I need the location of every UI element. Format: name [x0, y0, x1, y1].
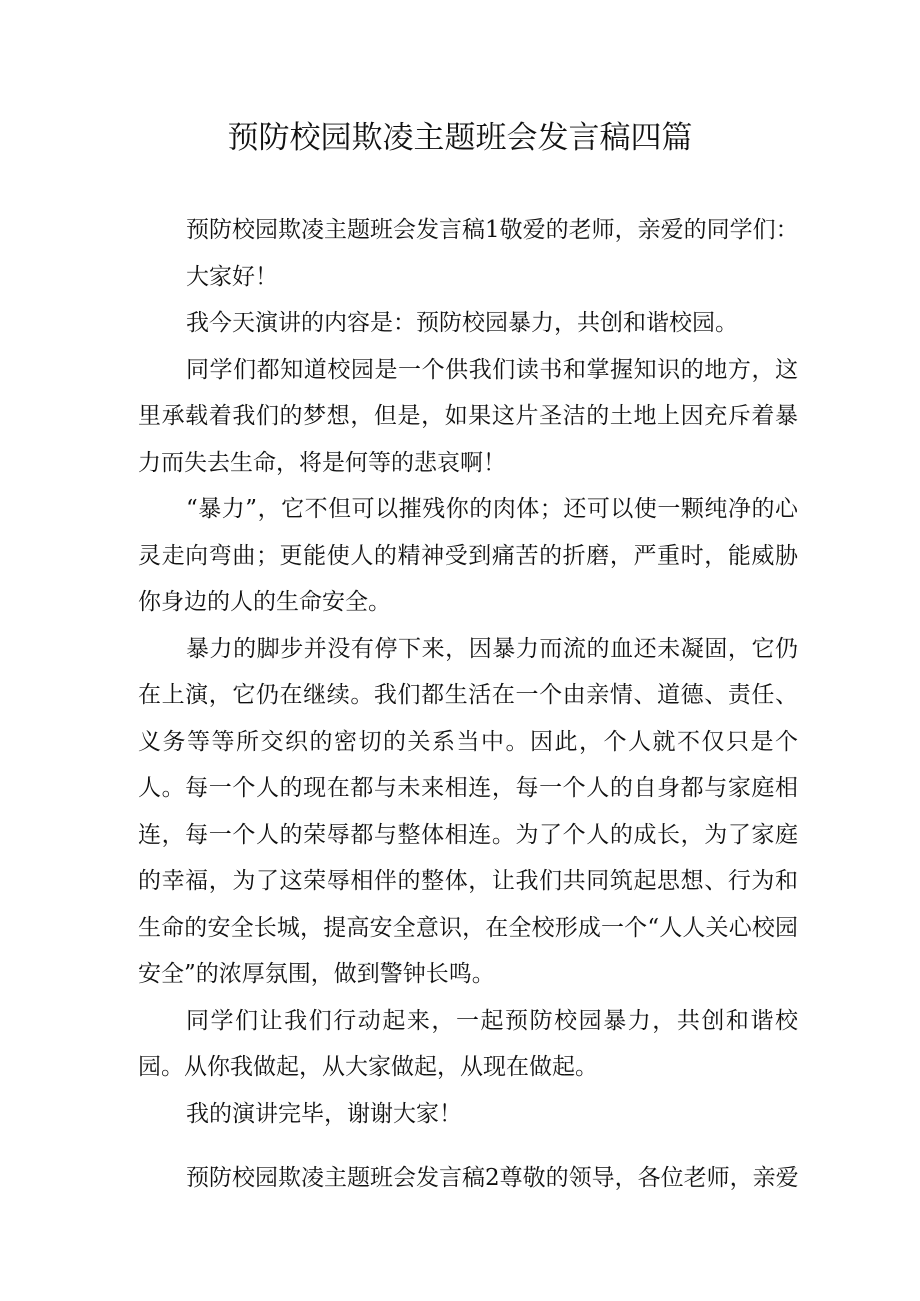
paragraph-8: 我的演讲完毕，谢谢大家！ [186, 1100, 462, 1127]
paragraph-2: 大家好！ [186, 263, 278, 290]
paragraph-3: 我今天演讲的内容是：预防校园暴力，共创和谐校园。 [186, 310, 738, 336]
document-body [138, 207, 798, 1202]
paragraph-4: 同学们都知道校园是一个供我们读书和掌握知识的地方，这里承载着我们的梦想，但是，如果这片圣洁的土地上因充斥着暴力而失去生命，将是何等的悲哀啊！ [138, 356, 798, 476]
paragraph-7: 同学们让我们行动起来，一起预防校园暴力，共创和谐校园。从你我做起，从大家做起，从现在做起。 [138, 1007, 798, 1080]
paragraph-5: “暴力”，它不但可以摧残你的肉体；还可以使一颗纯净的心灵走向弯曲；更能使人的精神受到痛苦的折磨，严重时，能威胁你身边的人的生命安全。 [138, 496, 798, 615]
paragraph-9: 预防校园欺凌主题班会发言稿2尊敬的领导，各位老师，亲爱 [186, 1165, 799, 1191]
document-title: 预防校园欺凌主题班会发言稿四篇 [227, 120, 693, 156]
paragraph-6: 暴力的脚步并没有停下来，因暴力而流的血还未凝固，它仍在上演，它仍在继续。我们都生活在一个由亲情、道德、责任、义务等等所交织的密切的关系当中。因此，个人就不仅只是个人。每一个人的现在都与未来相连，每一个人的自身都与家庭相连，每一个人的荣辱都与整体相连。为了个人的成长，为了家庭的幸福，为了这荣辱相伴的整体，让我们共同筑起思想、行为和生命的安全长城，提高安全意识，在全校形成一个“人人关心校园安全”的浓厚氛围，做到警钟长鸣。 [138, 635, 798, 987]
paragraph-1: 预防校园欺凌主题班会发言稿1敬爱的老师，亲爱的同学们： [186, 217, 799, 243]
